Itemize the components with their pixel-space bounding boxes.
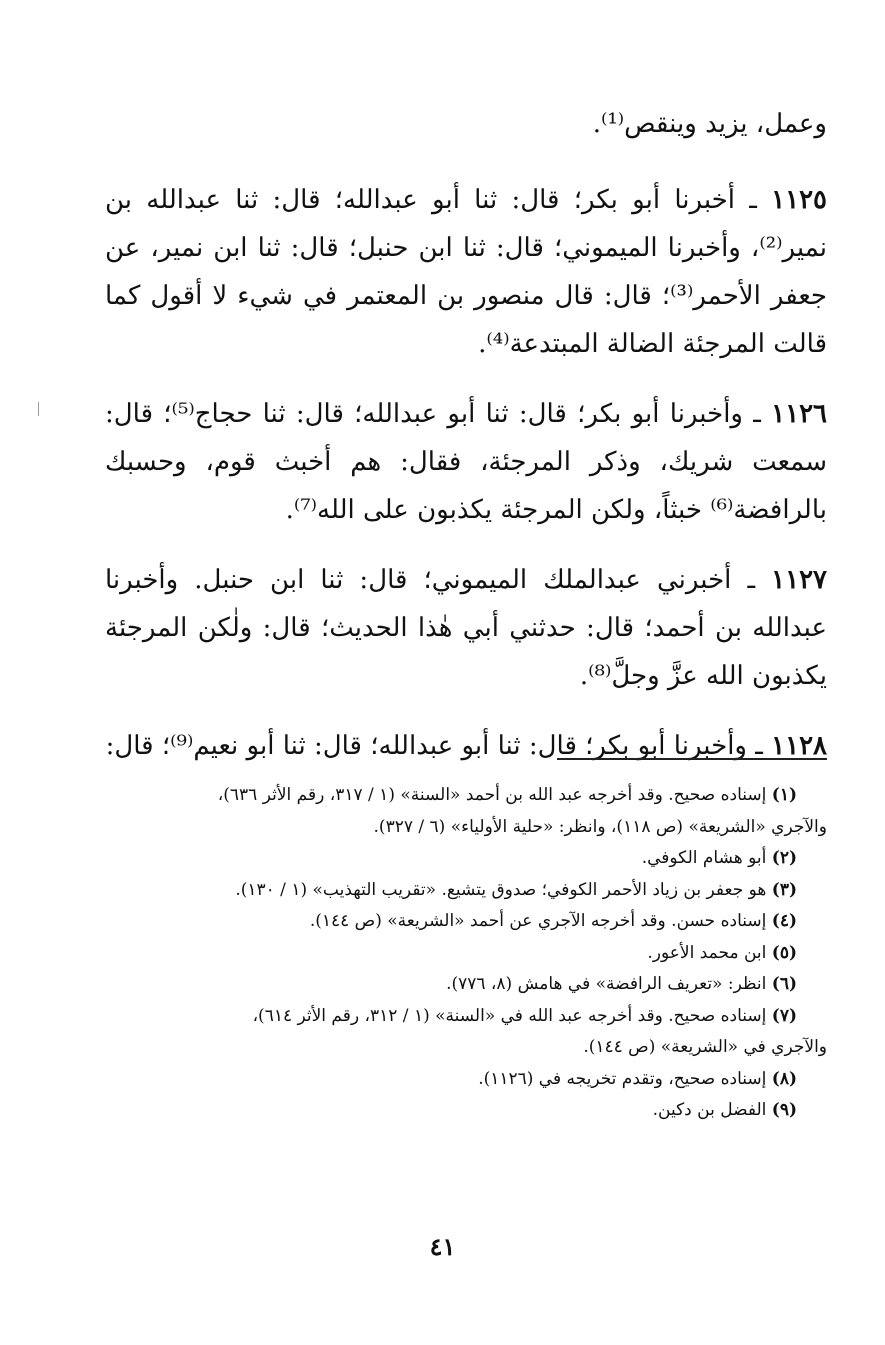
footnote: (٥) ابن محمد الأعور.	[647, 942, 797, 963]
entry-1125	[105, 176, 827, 368]
entry-text: ـ وأخبرنا أبو بكر؛ قال: ثنا أبو عبدالله؛ قال: ثنا أبو نعيم⁽⁹⁾؛ قال:	[105, 731, 763, 761]
footnote: (١) إسناده صحيح. وقد أخرجه عبد الله بن أحمد «السنة» (١ / ٣١٧، رقم الأثر ٦٣٦)،	[217, 785, 797, 805]
page-number: ٤١	[429, 1232, 456, 1261]
entry-number: ١١٢٧	[771, 565, 828, 595]
footnote: (٦) انظر: «تعريف الرافضة» في هامش (٨، ٧٧٦).	[446, 974, 797, 994]
entry-number: ١١٢٨	[771, 731, 827, 761]
opening-line: وعمل، يزيد وينقص⁽¹⁾.	[592, 109, 827, 139]
main-text	[105, 100, 827, 792]
margin-mark	[38, 402, 39, 416]
entry-text: ـ وأخبرنا أبو بكر؛ قال: ثنا أبو عبدالله؛ قال: ثنا حجاج⁽⁵⁾؛ قال: سمعت شريك، وذكر المرجئة، فقال: هم أخبث قوم، وحسبك بالرافضة⁽⁶⁾ خبثاً، ولكن المرجئة يكذبون على الله⁽⁷⁾.	[105, 399, 827, 525]
footnote: (٧) إسناده صحيح. وقد أخرجه عبد الله في «السنة» (١ / ٣١٢، رقم الأثر ٦١٤)،	[252, 1005, 797, 1026]
entry-text: ـ أخبرني عبدالملك الميموني؛ قال: ثنا ابن حنبل. وأخبرنا عبدالله بن أحمد؛ قال: حدثني أبي هٰذا الحديث؛ قال: ولٰكن المرجئة يكذبون الله عزَّ وجلَّ⁽⁸⁾.	[105, 565, 827, 691]
footnote: (٢) أبو هشام الكوفي.	[641, 848, 797, 868]
footnote: (٤) إسناده حسن. وقد أخرجه الآجري عن أحمد «الشريعة» (ص ١٤٤).	[309, 911, 797, 931]
entry-text: ـ أخبرنا أبو بكر؛ قال: ثنا أبو عبدالله؛ قال: ثنا عبدالله بن نمير⁽²⁾، وأخبرنا الميموني؛ قال: ثنا ابن حنبل؛ قال: ثنا ابن نمير، عن جعفر الأحمر⁽³⁾؛ قال: قال منصور بن المعتمر في شيء لا أقول كما قالت المرجئة الضالة المبتدعة⁽⁴⁾.	[105, 185, 827, 359]
footnote-continuation: والآجري في «الشريعة» (ص ١٤٤).	[583, 1037, 827, 1057]
footnote: (٨) إسناده صحيح، وتقدم تخريجه في (١١٢٦).	[478, 1068, 797, 1089]
entry-1127	[105, 556, 827, 700]
entry-1126	[105, 390, 827, 534]
entry-number: ١١٢٥	[771, 185, 827, 215]
entry-1128	[105, 722, 827, 770]
footnote: (٩) الفضل بن دكين.	[652, 1100, 797, 1120]
footnote: (٣) هو جعفر بن زياد الأحمر الكوفي؛ صدوق يتشيع. «تقريب التهذيب» (١ / ١٣٠).	[235, 879, 797, 900]
entry-number: ١١٢٦	[771, 399, 828, 429]
footnotes	[105, 780, 827, 1127]
footnote-continuation: والآجري «الشريعة» (ص ١١٨)، وانظر: «حلية الأولياء» (٦ / ٣٢٧).	[373, 816, 827, 837]
footnote-divider	[557, 758, 827, 760]
